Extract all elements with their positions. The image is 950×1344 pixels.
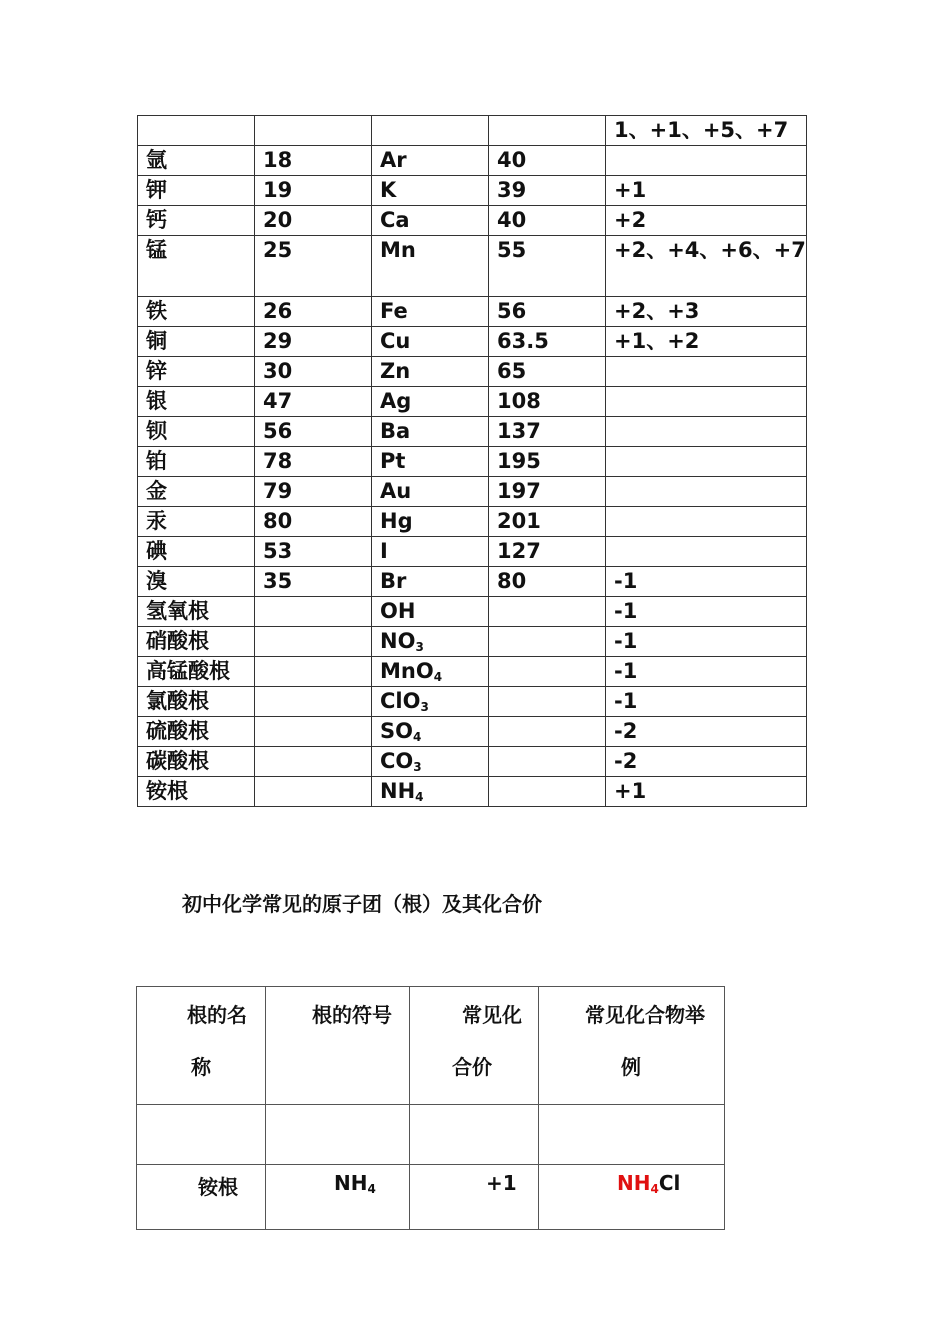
- cell-valence: -2: [606, 717, 807, 747]
- table-row: [138, 777, 807, 807]
- cell-symbol: Ba: [372, 417, 489, 447]
- header-root-name: 根的名 称: [137, 987, 266, 1105]
- table-row: [138, 206, 807, 236]
- cell-name: 氩: [138, 146, 255, 176]
- cell-number: [255, 747, 372, 777]
- cell-symbol: Pt: [372, 447, 489, 477]
- radical-table: [136, 986, 725, 1230]
- cell-symbol: $NH_4$: [372, 777, 489, 807]
- cell-symbol: OH: [372, 597, 489, 627]
- cell-mass: 56: [489, 297, 606, 327]
- cell-symbol: I: [372, 537, 489, 567]
- cell-number: 79: [255, 477, 372, 507]
- cell-valence: +1、+2: [606, 327, 807, 357]
- table-row: [138, 747, 807, 777]
- cell-symbol: Cu: [372, 327, 489, 357]
- cell-number: 26: [255, 297, 372, 327]
- element-valence-table: [137, 115, 807, 807]
- cell-symbol: Ar: [372, 146, 489, 176]
- cell-symbol: $CO_3$: [372, 747, 489, 777]
- table-row: [138, 236, 807, 297]
- cell-name: 钾: [138, 176, 255, 206]
- cell-mass: [489, 657, 606, 687]
- cell-name: 铁: [138, 297, 255, 327]
- cell-symbol: [372, 116, 489, 146]
- cell-number: 80: [255, 507, 372, 537]
- cell-symbol: MnO$_4$: [372, 657, 489, 687]
- cell-name: 高锰酸根: [138, 657, 255, 687]
- cell-symbol: Ca: [372, 206, 489, 236]
- cell-name: [138, 116, 255, 146]
- cell-mass: [489, 777, 606, 807]
- cell-name: 银: [138, 387, 255, 417]
- cell-valence: +1: [606, 176, 807, 206]
- table-cell: [539, 1105, 725, 1165]
- cell-valence: [606, 146, 807, 176]
- cell-name: 氢氧根: [138, 597, 255, 627]
- cell-symbol: Fe: [372, 297, 489, 327]
- table-row: [138, 657, 807, 687]
- table-cell: [410, 1105, 539, 1165]
- table-row: [138, 447, 807, 477]
- cell-symbol: Zn: [372, 357, 489, 387]
- cell-number: 25: [255, 236, 372, 297]
- cell-valence: [606, 357, 807, 387]
- cell-number: [255, 777, 372, 807]
- ammonium-example: $NH_4Cl$: [539, 1165, 725, 1230]
- cell-name: 金: [138, 477, 255, 507]
- radical-table-header: [137, 987, 725, 1105]
- cell-symbol: Br: [372, 567, 489, 597]
- cell-valence: [606, 447, 807, 477]
- cell-number: 18: [255, 146, 372, 176]
- cell-name: 硝酸根: [138, 627, 255, 657]
- cell-name: 钙: [138, 206, 255, 236]
- ammonium-symbol: $NH_4$: [266, 1165, 410, 1230]
- cell-number: 78: [255, 447, 372, 477]
- cell-name: 溴: [138, 567, 255, 597]
- cell-name: 铜: [138, 327, 255, 357]
- table-row: [138, 116, 807, 146]
- header-compound-example: 常见化合物举 例: [539, 987, 725, 1105]
- cell-mass: [489, 747, 606, 777]
- cell-valence: +2、+3: [606, 297, 807, 327]
- cell-mass: [489, 717, 606, 747]
- cell-mass: 137: [489, 417, 606, 447]
- cell-valence: [606, 417, 807, 447]
- cell-symbol: K: [372, 176, 489, 206]
- example-highlight: $NH_4$: [617, 1171, 659, 1196]
- cell-mass: 80: [489, 567, 606, 597]
- cell-mass: 40: [489, 206, 606, 236]
- cell-mass: [489, 116, 606, 146]
- cell-number: 20: [255, 206, 372, 236]
- table-row: [138, 357, 807, 387]
- cell-number: [255, 687, 372, 717]
- table-row: [138, 627, 807, 657]
- table-row: [138, 477, 807, 507]
- cell-number: 19: [255, 176, 372, 206]
- cell-number: [255, 597, 372, 627]
- cell-valence: +1: [606, 777, 807, 807]
- table-row: [138, 717, 807, 747]
- cell-mass: 201: [489, 507, 606, 537]
- cell-mass: 127: [489, 537, 606, 567]
- cell-mass: 65: [489, 357, 606, 387]
- cell-symbol: Au: [372, 477, 489, 507]
- cell-number: [255, 627, 372, 657]
- ammonium-name: 铵根: [137, 1165, 266, 1230]
- cell-name: 汞: [138, 507, 255, 537]
- cell-mass: 197: [489, 477, 606, 507]
- table-cell: [266, 1105, 410, 1165]
- cell-valence: -1: [606, 627, 807, 657]
- cell-number: [255, 657, 372, 687]
- cell-valence: [606, 537, 807, 567]
- table-row: [138, 387, 807, 417]
- cell-valence: -1: [606, 567, 807, 597]
- cell-name: 碘: [138, 537, 255, 567]
- cell-number: 56: [255, 417, 372, 447]
- ammonium-valence: +1: [410, 1165, 539, 1230]
- cell-number: [255, 116, 372, 146]
- header-root-symbol: 根的符号: [266, 987, 410, 1105]
- cell-mass: 108: [489, 387, 606, 417]
- cell-valence: [606, 477, 807, 507]
- table-row: [138, 507, 807, 537]
- cell-name: 锌: [138, 357, 255, 387]
- cell-mass: 195: [489, 447, 606, 477]
- table-cell: [137, 1105, 266, 1165]
- cell-mass: [489, 597, 606, 627]
- cell-mass: 39: [489, 176, 606, 206]
- cell-mass: [489, 627, 606, 657]
- cell-name: 氯酸根: [138, 687, 255, 717]
- cell-symbol: $SO_4$: [372, 717, 489, 747]
- table-row: [138, 417, 807, 447]
- cell-valence: [606, 387, 807, 417]
- cell-number: 47: [255, 387, 372, 417]
- table-row: [138, 176, 807, 206]
- cell-symbol: Hg: [372, 507, 489, 537]
- cell-symbol: Ag: [372, 387, 489, 417]
- table-row: [138, 597, 807, 627]
- header-common-valence: 常见化 合价: [410, 987, 539, 1105]
- cell-valence: +2: [606, 206, 807, 236]
- table-row: [138, 537, 807, 567]
- radical-table-empty-row: [137, 1105, 725, 1165]
- cell-name: 钡: [138, 417, 255, 447]
- cell-number: 35: [255, 567, 372, 597]
- cell-symbol: ClO$_3$: [372, 687, 489, 717]
- table-row: [138, 327, 807, 357]
- cell-symbol: $NO_3$: [372, 627, 489, 657]
- cell-valence: -1: [606, 657, 807, 687]
- radical-table-row-ammonium: [137, 1165, 725, 1230]
- section-title: 初中化学常见的原子团（根）及其化合价: [182, 892, 542, 916]
- cell-mass: 55: [489, 236, 606, 297]
- cell-mass: 63.5: [489, 327, 606, 357]
- cell-valence: +2、+4、+6、+7: [606, 236, 807, 297]
- cell-name: 碳酸根: [138, 747, 255, 777]
- cell-name: 铵根: [138, 777, 255, 807]
- cell-number: [255, 717, 372, 747]
- cell-valence: -1: [606, 597, 807, 627]
- cell-valence: 1、+1、+5、+7: [606, 116, 807, 146]
- cell-name: 铂: [138, 447, 255, 477]
- cell-name: 硫酸根: [138, 717, 255, 747]
- table-row: [138, 297, 807, 327]
- cell-valence: [606, 507, 807, 537]
- cell-number: 30: [255, 357, 372, 387]
- cell-mass: [489, 687, 606, 717]
- cell-number: 29: [255, 327, 372, 357]
- table-row: [138, 567, 807, 597]
- table-row: [138, 146, 807, 176]
- cell-number: 53: [255, 537, 372, 567]
- table-row: [138, 687, 807, 717]
- cell-symbol: Mn: [372, 236, 489, 297]
- cell-name: 锰: [138, 236, 255, 297]
- cell-valence: -1: [606, 687, 807, 717]
- cell-mass: 40: [489, 146, 606, 176]
- cell-valence: -2: [606, 747, 807, 777]
